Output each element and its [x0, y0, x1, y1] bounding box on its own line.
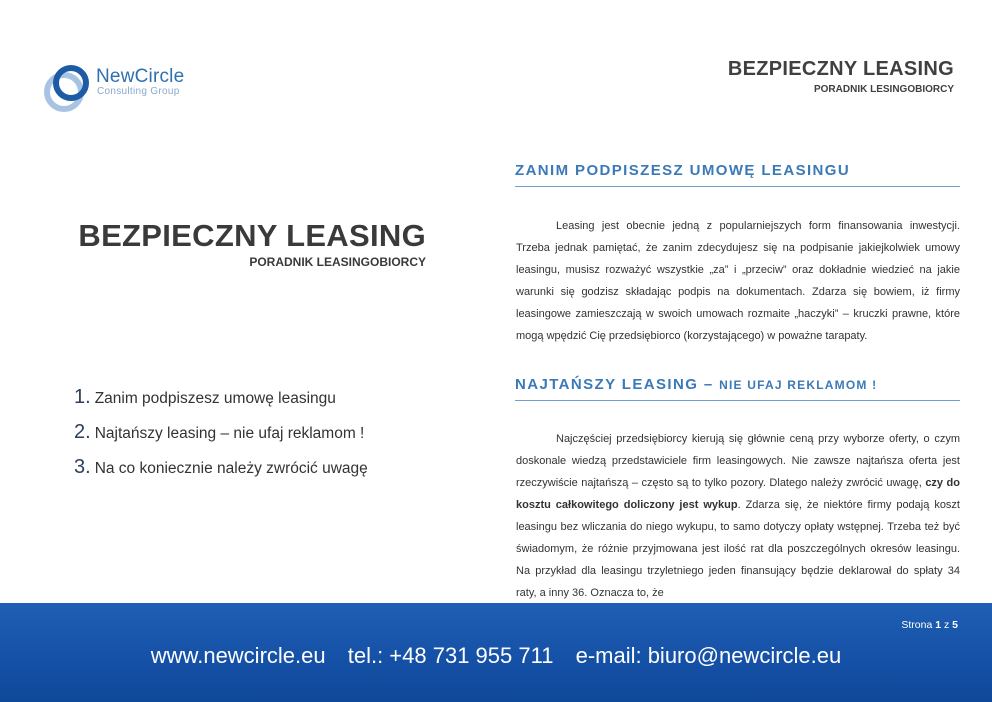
section-paragraph-2 [516, 428, 960, 604]
cover-subtitle: PORADNIK LEASINGOBIORCY [249, 255, 426, 269]
section-heading-text: NAJTAŃSZY LEASING – [515, 376, 714, 393]
cover-title: BEZPIECZNY LEASING [78, 218, 426, 253]
paragraph-bold-text: czy do kosztu całkowitego doliczony jest wykup [516, 477, 960, 511]
section-heading-2 [515, 376, 960, 401]
toc-number: 1. [74, 386, 91, 408]
page-number [901, 619, 958, 631]
section-heading-text: ZANIM PODPISZESZ UMOWĘ LEASINGU [515, 162, 851, 179]
logo-name: NewCircle [96, 66, 185, 87]
toc-number: 3. [74, 456, 91, 478]
toc-item[interactable] [74, 386, 368, 421]
table-of-contents [74, 386, 368, 491]
page-footer [0, 603, 992, 702]
company-logo [44, 60, 224, 116]
email-link[interactable]: e-mail: biuro@newcircle.eu [575, 643, 842, 668]
toc-text: Najtańszy leasing – nie ufaj reklamom ! [94, 425, 365, 442]
page-label: Strona [901, 619, 933, 631]
toc-text: Na co koniecznie należy zwrócić uwagę [94, 460, 368, 477]
section-paragraph-1 [516, 215, 960, 347]
website-link[interactable]: www.newcircle.eu [150, 643, 326, 668]
page-of: z [943, 619, 950, 631]
toc-text: Zanim podpiszesz umowę leasingu [94, 390, 336, 407]
phone-number[interactable]: tel.: +48 731 955 711 [347, 643, 554, 668]
header-subtitle: PORADNIK LESINGOBIORCY [813, 84, 954, 95]
header-title: BEZPIECZNY LEASING [727, 58, 954, 80]
page-current: 1 [935, 619, 942, 631]
contact-line [0, 643, 992, 669]
toc-item[interactable] [74, 456, 368, 491]
toc-item[interactable] [74, 421, 368, 456]
section-heading-small-text: NIE UFAJ REKLAMOM ! [719, 378, 878, 392]
paragraph-text: Leasing jest obecnie jedną z popularniejszych form finansowania inwestycji. Trzeba jednak pamiętać, że zanim zdecydujesz się na podpisanie jakiejkolwiek umowy leasingu, musisz rozważyć wszystkie „za” i „przeciw” oraz dokładnie wiedzieć na jakie warunki się godzisz składając podpis na dokumentach. Zdarza się bowiem, iż firmy leasingowe zamieszczają w swoich umowach rozmaite „haczyki” – kruczki prawne, które mogą wpędzić Cię przedsiębiorco (korzystającego) w poważne tarapaty. [516, 220, 960, 342]
logo-subtitle: Consulting Group [97, 86, 180, 97]
paragraph-text: Najczęściej przedsiębiorcy kierują się głównie ceną przy wyborze oferty, o czym doskonale wiedzą przedstawiciele firm leasingowych. Nie zawsze najtańsza oferta jest rzeczywiście najtańszą – często są to tylko pozory. Dlatego należy zwrócić uwagę, [516, 433, 960, 489]
page-total: 5 [952, 619, 958, 631]
paragraph-text-continued: . Zdarza się, że niektóre firmy podają koszt leasingu bez wliczania do niego wykupu, to samo dotyczy opłaty wstępnej. Trzeba też być świadomym, że różnie przyjmowana jest ilość rat dla poszczególnych okresów leasingu. Na przykład dla leasingu trzyletniego jeden finansujący będzie deklarował do spłaty 34 raty, a inny 36. Oznacza to, że [516, 499, 960, 599]
section-heading-1 [515, 162, 960, 187]
circle-logo-icon [44, 60, 100, 116]
toc-number: 2. [74, 421, 91, 443]
